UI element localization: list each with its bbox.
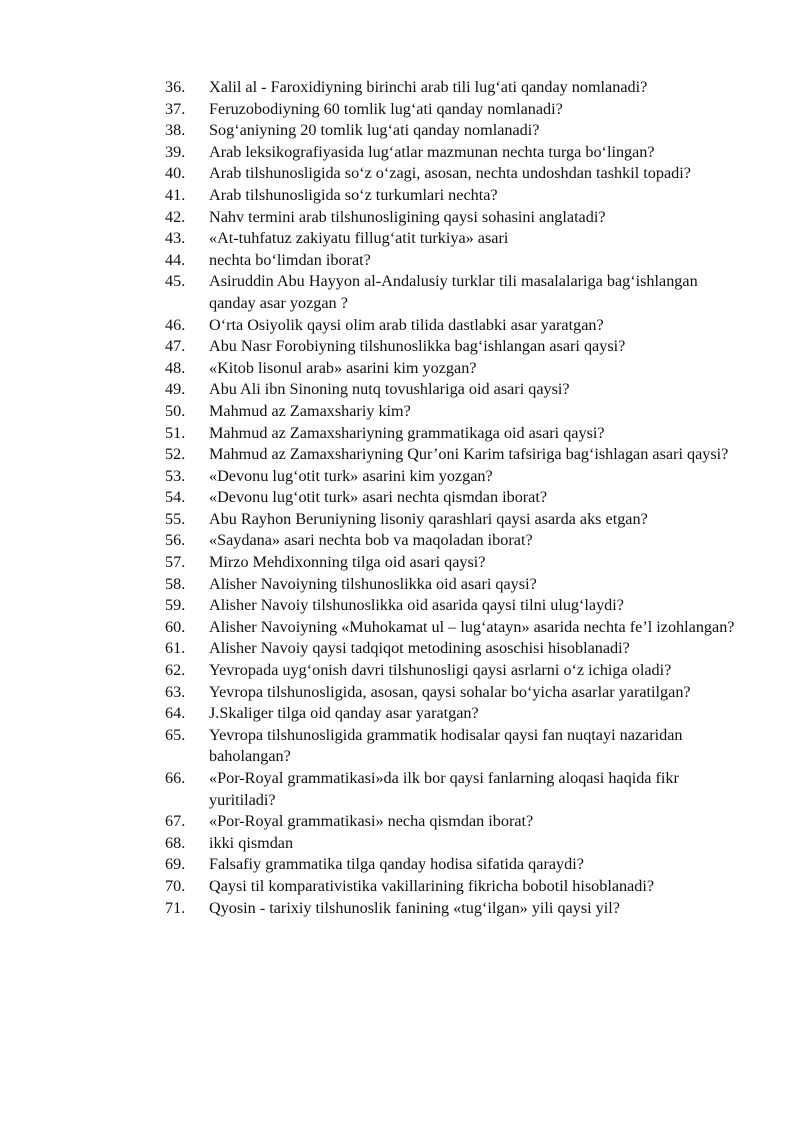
list-item xyxy=(0,638,800,660)
question-text: Nahv termini arab tilshunosligining qaysi sohasini anglatadi? xyxy=(209,207,606,226)
question-text: Yevropada uyg‘onish davri tilshunosligi qaysi asrlarni o‘z ichiga oladi? xyxy=(209,661,672,680)
question-text: Alisher Navoiy tilshunoslikka oid asarida qaysi tilni ulug‘laydi? xyxy=(209,596,624,615)
question-text: «Kitob lisonul arab» asarini kim yozgan? xyxy=(209,358,477,377)
question-number: 42. xyxy=(165,207,186,226)
list-item xyxy=(0,379,800,401)
list-item xyxy=(0,854,800,876)
question-text: Yevropa tilshunosligida, asosan, qaysi sohalar bo‘yicha asarlar yaratilgan? xyxy=(209,682,691,701)
list-item xyxy=(0,271,800,314)
list-item xyxy=(0,530,800,552)
list-item xyxy=(0,725,800,768)
question-text: Abu Nasr Forobiyning tilshunoslikka bag‘ishlangan asari qaysi? xyxy=(209,337,626,356)
question-number: 71. xyxy=(165,898,186,917)
question-text: Qyosin - tarixiy tilshunoslik fanining «tug‘ilgan» yili qaysi yil? xyxy=(209,898,620,917)
question-text: Arab leksikografiyasida lug‘atlar mazmunan nechta turga bo‘lingan? xyxy=(209,142,655,161)
list-item xyxy=(0,228,800,250)
question-number: 37. xyxy=(165,99,186,118)
list-item xyxy=(0,163,800,185)
question-number: 59. xyxy=(165,596,186,615)
list-item xyxy=(0,250,800,272)
list-item xyxy=(0,574,800,596)
question-number: 40. xyxy=(165,164,186,183)
question-number: 61. xyxy=(165,639,186,658)
question-text: Alisher Navoiyning tilshunoslikka oid asari qaysi? xyxy=(209,574,537,593)
question-text: O‘rta Osiyolik qaysi olim arab tilida dastlabki asar yaratgan? xyxy=(209,315,604,334)
question-number: 48. xyxy=(165,358,186,377)
question-number: 50. xyxy=(165,401,186,420)
question-number: 39. xyxy=(165,142,186,161)
question-number: 55. xyxy=(165,509,186,528)
question-number: 58. xyxy=(165,574,186,593)
question-text: «Por-Royal grammatikasi»da ilk bor qaysi fanlarning aloqasi haqida fikr yuritiladi? xyxy=(209,769,679,809)
question-number: 54. xyxy=(165,488,186,507)
question-number: 60. xyxy=(165,617,186,636)
question-list xyxy=(0,77,800,919)
list-item xyxy=(0,336,800,358)
question-number: 62. xyxy=(165,661,186,680)
question-number: 47. xyxy=(165,337,186,356)
question-number: 67. xyxy=(165,812,186,831)
question-text: Mahmud az Zamaxshariyning grammatikaga oid asari qaysi? xyxy=(209,423,605,442)
question-number: 44. xyxy=(165,250,186,269)
question-number: 51. xyxy=(165,423,186,442)
question-text: Falsafiy grammatika tilga qanday hodisa sifatida qaraydi? xyxy=(209,855,584,874)
question-number: 53. xyxy=(165,466,186,485)
list-item xyxy=(0,315,800,337)
question-number: 66. xyxy=(165,769,186,787)
question-text: «Saydana» asari nechta bob va maqoladan iborat? xyxy=(209,531,533,550)
question-number: 57. xyxy=(165,553,186,572)
question-number: 49. xyxy=(165,380,186,399)
question-number: 46. xyxy=(165,315,186,334)
question-text: Sog‘aniyning 20 tomlik lug‘ati qanday nomlanadi? xyxy=(209,121,540,140)
question-number: 68. xyxy=(165,833,186,852)
list-item xyxy=(0,207,800,229)
list-item xyxy=(0,660,800,682)
question-text: nechta bo‘limdan iborat? xyxy=(209,250,371,269)
question-text: Mahmud az Zamaxshariy kim? xyxy=(209,401,411,420)
list-item xyxy=(0,876,800,898)
question-text: Qaysi til komparativistika vakillarining fikricha bobotil hisoblanadi? xyxy=(209,876,655,895)
question-text: Yevropa tilshunosligida grammatik hodisalar qaysi fan nuqtayi nazaridan baholangan? xyxy=(209,725,683,766)
list-item xyxy=(0,466,800,488)
list-item xyxy=(0,682,800,704)
question-text: Xalil al - Faroxidiyning birinchi arab tili lug‘ati qanday nomlanadi? xyxy=(209,78,648,96)
question-number: 41. xyxy=(165,185,186,204)
question-number: 65. xyxy=(165,725,186,744)
question-text: «At-tuhfatuz zakiyatu fillug‘atit turkiya» asari xyxy=(209,229,509,248)
question-text: Mirzo Mehdixonning tilga oid asari qaysi? xyxy=(209,553,486,572)
question-text: Mahmud az Zamaxshariyning Qur’oni Karim tafsiriga bag‘ishlagan asari qaysi? xyxy=(209,445,729,464)
question-text: Arab tilshunosligida so‘z turkumlari nechta? xyxy=(209,185,498,204)
question-text: «Por-Royal grammatikasi» necha qismdan iborat? xyxy=(209,812,534,831)
document-page xyxy=(0,77,800,919)
question-number: 45. xyxy=(165,272,186,291)
question-number: 64. xyxy=(165,704,186,723)
list-item xyxy=(0,487,800,509)
question-text: Alisher Navoiyning «Muhokamat ul – lug‘atayn» asarida nechta fe’l izohlangan? xyxy=(209,617,735,636)
question-number: 43. xyxy=(165,229,186,248)
question-number: 36. xyxy=(165,78,186,96)
list-item xyxy=(0,509,800,531)
question-text: ikki qismdan xyxy=(209,833,294,852)
list-item xyxy=(0,358,800,380)
question-text: Abu Rayhon Beruniyning lisoniy qarashlari qaysi asarda aks etgan? xyxy=(209,509,648,528)
list-item xyxy=(0,617,800,639)
question-number: 69. xyxy=(165,855,186,874)
question-number: 70. xyxy=(165,876,186,895)
list-item xyxy=(0,595,800,617)
question-number: 56. xyxy=(165,531,186,550)
question-text: Feruzobodiyning 60 tomlik lug‘ati qanday nomlanadi? xyxy=(209,99,563,118)
list-item xyxy=(0,811,800,833)
list-item xyxy=(0,99,800,121)
question-text: Asiruddin Abu Hayyon al-Andalusiy turklar tili masalalariga bag‘ishlangan qanday asar yozgan ? xyxy=(209,272,698,312)
list-item xyxy=(0,768,800,811)
question-text: Abu Ali ibn Sinoning nutq tovushlariga oid asari qaysi? xyxy=(209,380,570,399)
question-text: «Devonu lug‘otit turk» asari nechta qismdan iborat? xyxy=(209,488,548,507)
question-number: 52. xyxy=(165,445,186,464)
list-item xyxy=(0,77,800,99)
list-item xyxy=(0,444,800,466)
list-item xyxy=(0,423,800,445)
list-item xyxy=(0,401,800,423)
list-item xyxy=(0,552,800,574)
list-item xyxy=(0,833,800,855)
question-text: Arab tilshunosligida so‘z o‘zagi, asosan, nechta undoshdan tashkil topadi? xyxy=(209,164,691,183)
question-number: 38. xyxy=(165,121,186,140)
question-text: J.Skaliger tilga oid qanday asar yaratgan? xyxy=(209,704,479,723)
list-item xyxy=(0,703,800,725)
list-item xyxy=(0,185,800,207)
question-number: 63. xyxy=(165,682,186,701)
question-text: Alisher Navoiy qaysi tadqiqot metodining asoschisi hisoblanadi? xyxy=(209,639,630,658)
list-item xyxy=(0,142,800,164)
list-item xyxy=(0,898,800,920)
question-text: «Devonu lug‘otit turk» asarini kim yozgan? xyxy=(209,466,493,485)
list-item xyxy=(0,120,800,142)
